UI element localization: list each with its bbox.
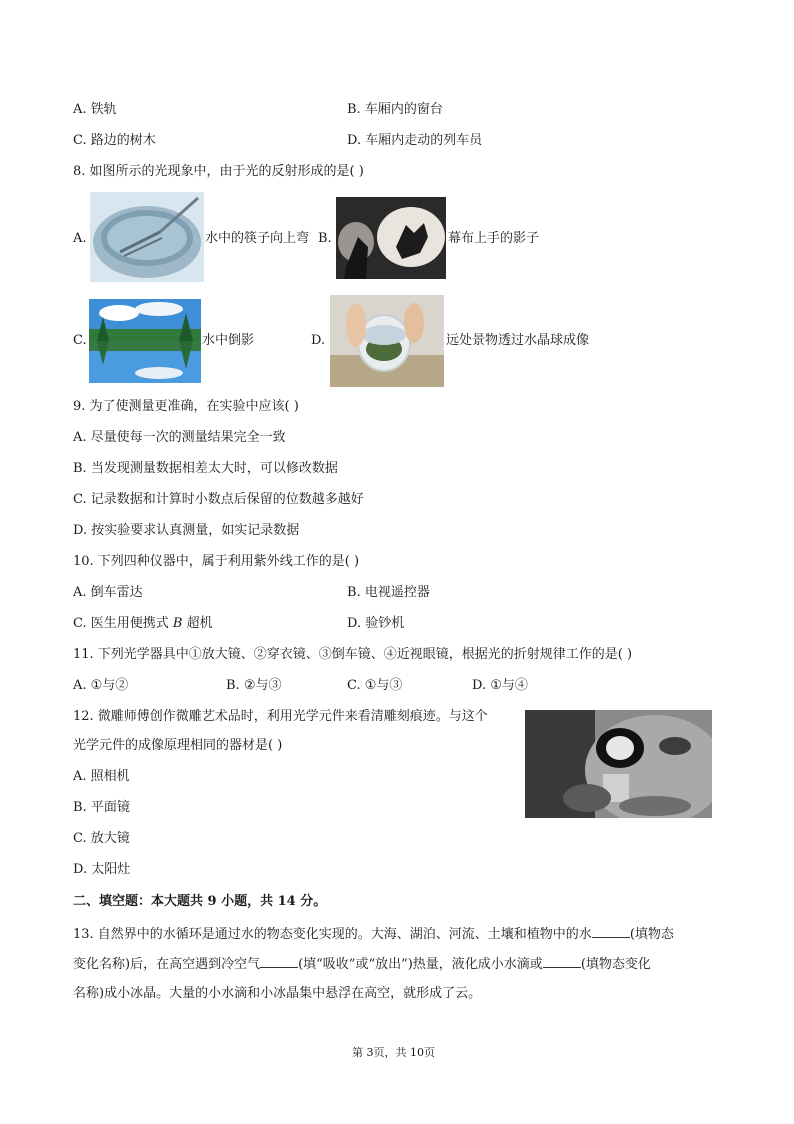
q11-option-a: A. ①与②	[73, 678, 129, 693]
q13-blank-1[interactable]	[592, 925, 630, 938]
q13-blank-3[interactable]	[543, 955, 581, 968]
q8-stem: 8. 如图所示的光现象中，由于光的反射形成的是( )	[73, 164, 364, 179]
q11-stem: 11. 下列光学器具中①放大镜、②穿衣镜、③倒车镜、④近视眼镜，根据光的折射规律工作的是( )	[73, 647, 633, 662]
q8-option-b-letter: B.	[318, 231, 332, 246]
q10-option-c-prefix: C. 医生用便携式	[73, 616, 173, 631]
q13-line1	[73, 925, 674, 944]
q12-option-b: B. 平面镜	[73, 800, 130, 815]
q10-option-c-italic: B	[172, 616, 183, 631]
q7-option-d: D. 车厢内走动的列车员	[347, 133, 483, 148]
q13-line2	[73, 955, 651, 974]
q7-option-b: B. 车厢内的窗台	[347, 102, 443, 117]
q13-line2-text-a: 变化名称)后，在高空遇到冷空气	[73, 957, 261, 972]
q11-option-b: B. ②与③	[226, 678, 282, 693]
q8-water-reflection-image	[89, 299, 201, 383]
q8-crystal-ball-image	[330, 295, 444, 387]
q8-hand-shadow-image	[336, 197, 446, 279]
q12-stem-line2: 光学元件的成像原理相同的器材是( )	[73, 738, 283, 753]
q10-stem: 10. 下列四种仪器中，属于利用紫外线工作的是( )	[73, 554, 360, 569]
q9-option-a: A. 尽量使每一次的测量结果完全一致	[73, 430, 286, 445]
q8-option-a-letter: A.	[73, 231, 87, 246]
q10-option-c	[73, 615, 213, 633]
q9-option-d: D. 按实验要求认真测量，如实记录数据	[73, 523, 300, 538]
q7-option-c: C. 路边的树木	[73, 133, 156, 148]
q13-line1-text-b: (填物态	[629, 927, 674, 942]
q8-option-d-caption: 远处景物透过水晶球成像	[446, 333, 590, 348]
q9-option-b: B. 当发现测量数据相差太大时，可以修改数据	[73, 461, 338, 476]
q12-stem-line1: 12. 微雕师傅创作微雕艺术品时，利用光学元件来看清雕刻痕迹。与这个	[73, 709, 488, 724]
q13-line3: 名称)成小冰晶。大量的小水滴和小冰晶集中悬浮在高空，就形成了云。	[73, 986, 482, 1001]
q12-option-a: A. 照相机	[73, 769, 130, 784]
q13-line1-text-a: 13. 自然界中的水循环是通过水的物态变化实现的。大海、湖泊、河流、土壤和植物中的水	[73, 927, 592, 942]
q11-option-d: D. ①与④	[472, 678, 528, 693]
section-2-heading: 二、填空题：本大题共 9 小题，共 14 分。	[73, 894, 327, 909]
q8-option-b-caption: 幕布上手的影子	[448, 231, 540, 246]
q8-option-d-letter: D.	[311, 333, 326, 348]
q10-option-c-suffix: 超机	[182, 616, 213, 631]
q7-option-a: A. 铁轨	[73, 102, 117, 117]
q9-option-c: C. 记录数据和计算时小数点后保留的位数越多越好	[73, 492, 364, 507]
q10-option-d: D. 验钞机	[347, 616, 405, 631]
q8-chopsticks-in-water-image	[90, 192, 204, 282]
q12-option-d: D. 太阳灶	[73, 862, 131, 877]
q10-option-a: A. 倒车雷达	[73, 585, 143, 600]
q8-option-a-caption: 水中的筷子向上弯	[205, 231, 310, 246]
q8-option-c-letter: C.	[73, 333, 87, 348]
q12-option-c: C. 放大镜	[73, 831, 130, 846]
q11-option-c: C. ①与③	[347, 678, 403, 693]
q13-blank-2[interactable]	[260, 955, 298, 968]
q9-stem: 9. 为了使测量更准确，在实验中应该( )	[73, 399, 299, 414]
q8-option-c-caption: 水中倒影	[202, 333, 255, 348]
q12-micro-carving-photo	[525, 710, 712, 818]
page-footer: 第 3页，共 10页	[352, 1046, 435, 1059]
q13-line2-text-c: (填物态变化	[580, 957, 651, 972]
q13-line2-text-b: (填“吸收”或“放出”)热量，液化成小水滴或	[298, 957, 543, 972]
q10-option-b: B. 电视遥控器	[347, 585, 430, 600]
